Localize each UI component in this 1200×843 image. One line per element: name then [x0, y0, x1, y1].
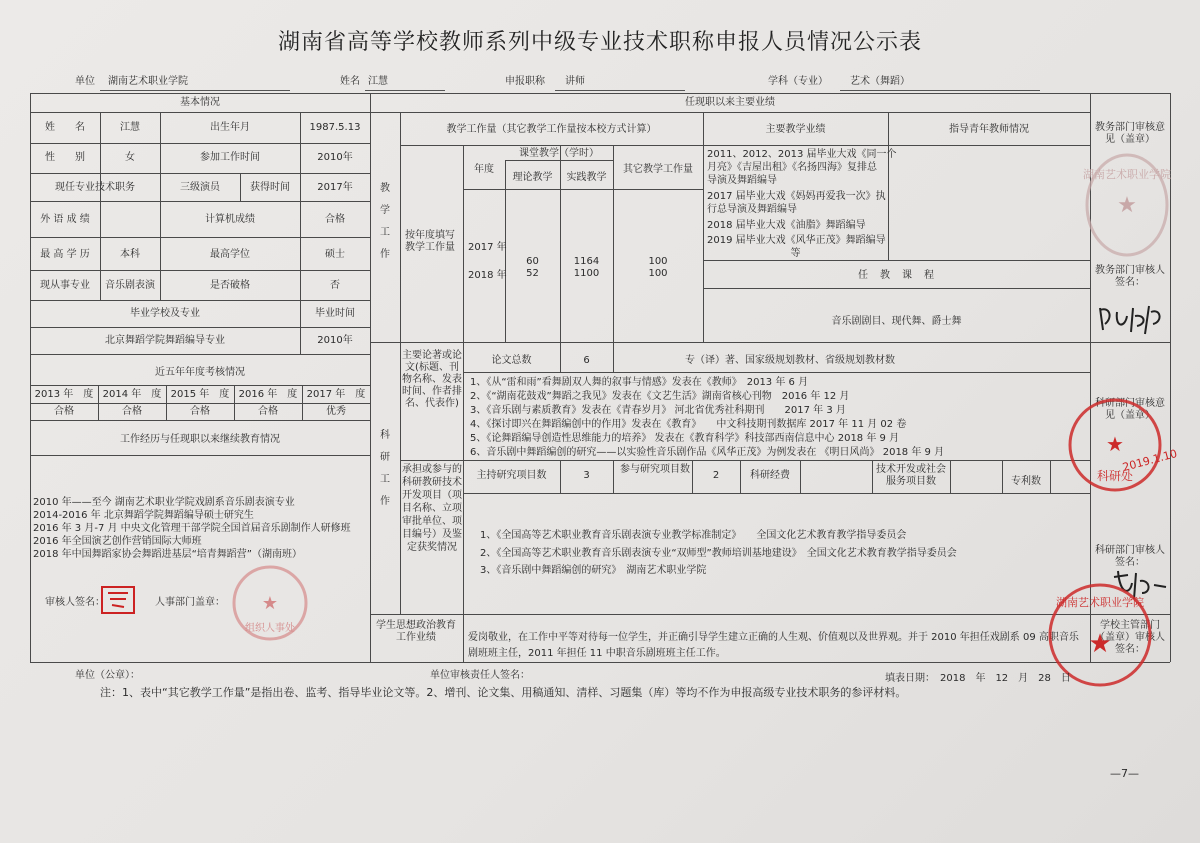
- rule: [30, 112, 370, 113]
- paper-item: 4、《探讨即兴在舞蹈编创中的作用》发表在《教育》 中文科技期刊数据库 2017 年 11 月 02 卷: [470, 419, 907, 430]
- edu-label: 最 高 学 历: [40, 249, 90, 260]
- vertical-label-divider: [400, 112, 401, 614]
- frame-top: [30, 93, 1170, 94]
- other-value: 100: [648, 256, 668, 267]
- research-head: 科研部门审核意见（盖章）: [1095, 398, 1165, 421]
- hr-label: 人事部门盖章：: [155, 597, 225, 608]
- rule: [30, 143, 370, 144]
- unit-value: 湖南艺术职业学院: [108, 76, 188, 87]
- resume-section-title: 工作经历与任现职以来继续教育情况: [120, 434, 280, 445]
- gender-label: 性 别: [45, 152, 85, 163]
- resume-line: 2018 年中国舞蹈家协会舞蹈进基层“培青舞蹈营”（湖南班）: [33, 549, 302, 560]
- grad-time-label: 毕业时间: [315, 308, 355, 319]
- computer-label: 计算机成绩: [205, 214, 255, 225]
- computer-value: 合格: [325, 214, 345, 225]
- achieve-head: 主要教学业绩: [765, 124, 826, 135]
- rule: [463, 614, 464, 662]
- research-stamp-text: 科研处: [1096, 469, 1134, 483]
- achieve-line: 2017 届毕业大戏《妈妈再爱我一次》执: [707, 191, 886, 202]
- assess-year: 2015 年 度: [170, 389, 230, 400]
- subject-value: 艺术（舞蹈）: [850, 76, 910, 87]
- reviewer-seal: [100, 585, 140, 615]
- unit-label: 单位: [75, 76, 95, 87]
- basic-col-3: [300, 112, 301, 300]
- name-value: 江慧: [368, 76, 388, 87]
- basic-col-2: [160, 112, 161, 300]
- rule: [800, 460, 801, 493]
- name-underline: [365, 90, 445, 91]
- rule: [30, 403, 370, 404]
- rule: [30, 327, 370, 328]
- rule: [400, 145, 703, 146]
- practice-value: 1164: [573, 256, 600, 267]
- degree-value: 硕士: [325, 249, 345, 260]
- basic-col-1: [100, 112, 101, 300]
- project-item: 2、《全国高等艺术职业教育音乐剧表演专业“双师型”教师培训基地建设》 全国文化艺术教育教学指导委员会: [480, 548, 957, 559]
- assess-section-title: 近五年年度考核情况: [155, 367, 245, 378]
- cur-title-label: 现任专业技术职务: [55, 182, 135, 193]
- rule: [30, 300, 370, 301]
- school-value: 北京舞蹈学院舞蹈编导专业: [105, 335, 225, 346]
- title-underline: [555, 90, 685, 91]
- page-title: 湖南省高等学校教师系列中级专业技术职称申报人员情况公示表: [277, 30, 922, 55]
- rule: [463, 493, 1090, 494]
- assess-year: 2013 年 度: [34, 389, 94, 400]
- school-stamp-text: 湖南艺术职业学院: [1056, 596, 1144, 609]
- assess-year: 2014 年 度: [102, 389, 162, 400]
- rule: [30, 354, 370, 355]
- resume-line: 2014-2016 年 北京舞蹈学院舞蹈编导硕士研究生: [33, 510, 254, 521]
- grad-time-value: 2010年: [317, 335, 353, 346]
- rule: [370, 614, 1090, 615]
- rule: [703, 260, 1090, 261]
- basic-name: 江慧: [120, 122, 140, 133]
- rule: [703, 288, 1090, 289]
- rule: [30, 270, 370, 271]
- moral-label: 学生思想政治教育工作业绩: [376, 620, 456, 643]
- assess-result: 合格: [190, 406, 210, 417]
- service-label: 技术开发或社会服务项目数: [876, 464, 946, 487]
- transfer-label: 是否破格: [210, 280, 250, 291]
- practice-head: 实践教学: [566, 172, 607, 183]
- papers-label: 主要论著或论文(标题、刊物名称、发表时间、作者排名、代表作): [402, 350, 462, 409]
- frame-bottom: [30, 662, 1170, 663]
- fund-label: 科研经费: [750, 470, 790, 481]
- books-label: 专（译）著、国家级规划教材、省级规划教材数: [685, 355, 895, 366]
- project-item: 1、《全国高等艺术职业教育音乐剧表演专业教学标准制定》 全国文化艺术教育教学指导委员会: [480, 530, 907, 541]
- footer-unit-label: 单位（公章）：: [75, 670, 140, 681]
- rule: [370, 342, 1090, 343]
- hr-stamp: [225, 563, 315, 643]
- host-value: 3: [583, 470, 590, 481]
- assess-result: 合格: [122, 406, 142, 417]
- projects-label: 承担或参与的科研教研技术开发项目（项目名称、立项审批单位、项目编号）及鉴定获奖情况: [402, 464, 462, 553]
- research-sign-label: 科研部门审核人签名：: [1095, 545, 1165, 568]
- rule: [30, 201, 370, 202]
- svg-text:★: ★: [261, 593, 279, 614]
- rule: [463, 189, 703, 190]
- rule: [30, 237, 370, 238]
- dean-stamp: [1082, 150, 1172, 260]
- got-label: 获得时间: [250, 182, 290, 193]
- rule: [613, 342, 614, 372]
- workload-head: 教学工作量（其它教学工作量按本校方式计算）: [446, 124, 657, 135]
- school-head: 学校主管部门（盖章）审核人签名：: [1095, 620, 1165, 655]
- course-head: 任 教 课 程: [858, 270, 935, 281]
- achieve-section-title: 任现职以来主要业绩: [685, 97, 775, 108]
- name-label: 姓名: [340, 76, 360, 87]
- teaching-vertical-label: 教学工作: [380, 183, 390, 260]
- class-head: 课堂教学（学时）: [519, 148, 599, 159]
- unit-underline: [100, 90, 290, 91]
- birth-label: 出生年月: [210, 122, 250, 133]
- major-label: 现从事专业: [40, 280, 90, 291]
- rule: [30, 173, 370, 174]
- birth-value: 1987.5.13: [309, 122, 361, 133]
- hr-stamp-text: 组织人事处: [245, 623, 295, 634]
- achieve-line: 2019 届毕业大戏《风华正茂》舞蹈编导: [707, 235, 886, 246]
- rule: [30, 455, 370, 456]
- rule: [400, 460, 1090, 461]
- rule: [703, 145, 1090, 146]
- other-value: 100: [648, 268, 668, 279]
- paper-item: 1、《从“雷和雨”看舞剧双人舞的叙事与情感》发表在《教师》 2013 年 6 月: [470, 377, 809, 388]
- assess-result: 优秀: [326, 406, 346, 417]
- achieve-line: 导演及舞蹈编导: [707, 175, 777, 186]
- dean-head: 教务部门审核意见（盖章）: [1095, 122, 1165, 145]
- footer-resp-label: 单位审核责任人签名：: [430, 670, 530, 681]
- footer-date: 填表日期： 2018 年 12 月 28 日: [885, 673, 1071, 684]
- year-head: 年度: [474, 164, 494, 175]
- rule: [1050, 460, 1051, 493]
- gender-value: 女: [125, 152, 135, 163]
- rule: [613, 460, 614, 493]
- resume-line: 2016 年 3 月-7 月 中央文化管理干部学院全国首届音乐剧制作人研修班: [33, 523, 351, 534]
- resume-line: 2010 年——至今 湖南艺术职业学院戏剧系音乐剧表演专业: [33, 497, 295, 508]
- major-value: 音乐剧表演: [105, 280, 155, 291]
- rule: [950, 460, 951, 493]
- achieve-line: 2011、2012、2013 届毕业大戏《同一个: [707, 149, 897, 160]
- paper-item: 5、《论舞蹈编导创造性思维能力的培养》 发表在《教育科学》科技部西南信息中心 2018 年 9 月: [470, 433, 900, 444]
- svg-text:★: ★: [1106, 432, 1124, 456]
- courses-value: 音乐剧剧目、现代舞、爵士舞: [831, 316, 962, 327]
- rule: [30, 385, 370, 386]
- rule: [703, 112, 704, 342]
- rule: [463, 372, 1090, 373]
- degree-label: 最高学位: [210, 249, 250, 260]
- school-label: 毕业学校及专业: [130, 308, 200, 319]
- basic-name-label: 姓 名: [45, 122, 85, 133]
- svg-text:★: ★: [1117, 193, 1137, 218]
- basic-section-title: 基本情况: [180, 97, 220, 108]
- part-label: 参与研究项目数: [620, 464, 690, 475]
- guide-head: 指导青年教师情况: [949, 124, 1029, 135]
- left-panel-divider: [370, 93, 371, 662]
- papers-total-label: 论文总数: [491, 355, 532, 366]
- workload-row-label: 按年度填写教学工作量: [405, 230, 455, 253]
- rule: [370, 112, 1090, 113]
- other-head: 其它教学工作量: [623, 164, 693, 175]
- achieve-line: 2018 届毕业大戏《油脂》舞蹈编导: [707, 220, 866, 231]
- workload-year: 2018 年: [468, 270, 507, 281]
- svg-text:★: ★: [1088, 629, 1112, 659]
- reviewer-label: 审核人签名：: [45, 597, 105, 608]
- dean-sign-label: 教务部门审核人签名：: [1095, 265, 1165, 288]
- apply-title-label: 申报职称: [505, 76, 545, 87]
- foreign-label: 外 语 成 绩: [40, 214, 90, 225]
- achieve-line: 月亮》《吉屋出租》《名扬四海》复排总: [707, 162, 877, 173]
- page-number: —7—: [1110, 767, 1139, 780]
- assess-year: 2017 年 度: [306, 389, 366, 400]
- theory-value: 60: [526, 256, 539, 267]
- transfer-value: 否: [330, 280, 340, 291]
- rule: [30, 420, 370, 421]
- footer-note: 注：1、表中“其它教学工作量”是指出卷、监考、指导毕业论文等。2、增刊、论文集、用稿通知、清样、习题集（库）等均不作为申报高级专业技术职务的参评材料。: [100, 686, 907, 699]
- practice-value: 1100: [573, 268, 600, 279]
- achieve-line: 等: [790, 248, 801, 259]
- moral-text: 爱岗敬业，在工作中平等对待每一位学生，并正确引导学生建立正确的人生观、价值观以及世界观。并于 2010 年担任戏剧系 09 高职音乐剧班班主任，2011 年担任 11 中职音乐剧班班主任工作。: [468, 632, 1079, 659]
- assess-result: 合格: [54, 406, 74, 417]
- written-date: 2019.1.10: [1121, 446, 1179, 475]
- resume-line: 2016 年全国演艺创作营销国际大师班: [33, 536, 202, 547]
- research-stamp: [1060, 395, 1170, 495]
- assess-result: 合格: [258, 406, 278, 417]
- assess-year: 2016 年 度: [238, 389, 298, 400]
- got-value: 2017年: [317, 182, 353, 193]
- paper-item: 3、《音乐剧与素质教育》发表在《青春岁月》 河北省优秀社科期刊 2017 年 3 月: [470, 405, 846, 416]
- paper-item: 2、《“湖南花鼓戏”舞蹈之我见》发表在《文艺生活》湖南省核心刊物 2016 年 12 月: [470, 391, 850, 402]
- project-item: 3、《音乐剧中舞蹈编创的研究》 湖南艺术职业学院: [480, 565, 707, 576]
- work-value: 2010年: [317, 152, 353, 163]
- theory-value: 52: [526, 268, 539, 279]
- part-value: 2: [712, 470, 720, 481]
- rule: [1090, 342, 1170, 343]
- work-label: 参加工作时间: [200, 152, 260, 163]
- theory-head: 理论教学: [512, 172, 553, 183]
- paper-item: 6、音乐剧中舞蹈编创的研究——以实验性音乐剧作品《风华正茂》为例发表在 《明日风尚》 2018 年 9 月: [470, 447, 945, 458]
- edu-value: 本科: [120, 249, 140, 260]
- dean-signature: [1095, 298, 1165, 338]
- subject-underline: [840, 90, 1040, 91]
- dean-stamp-text: 湖南艺术职业学院: [1083, 168, 1171, 181]
- apply-title-value: 讲师: [565, 76, 585, 87]
- research-vertical-label: 科研工作: [380, 430, 390, 507]
- cur-title-value: 三级演员: [180, 182, 220, 193]
- host-label: 主持研究项目数: [476, 470, 547, 481]
- subject-label: 学科（专业）: [768, 76, 828, 87]
- workload-year: 2017 年: [468, 242, 507, 253]
- achieve-line: 行总导演及舞蹈编导: [707, 204, 797, 215]
- patent-label: 专利数: [1011, 476, 1041, 487]
- papers-total: 6: [583, 355, 590, 366]
- rule: [505, 160, 613, 161]
